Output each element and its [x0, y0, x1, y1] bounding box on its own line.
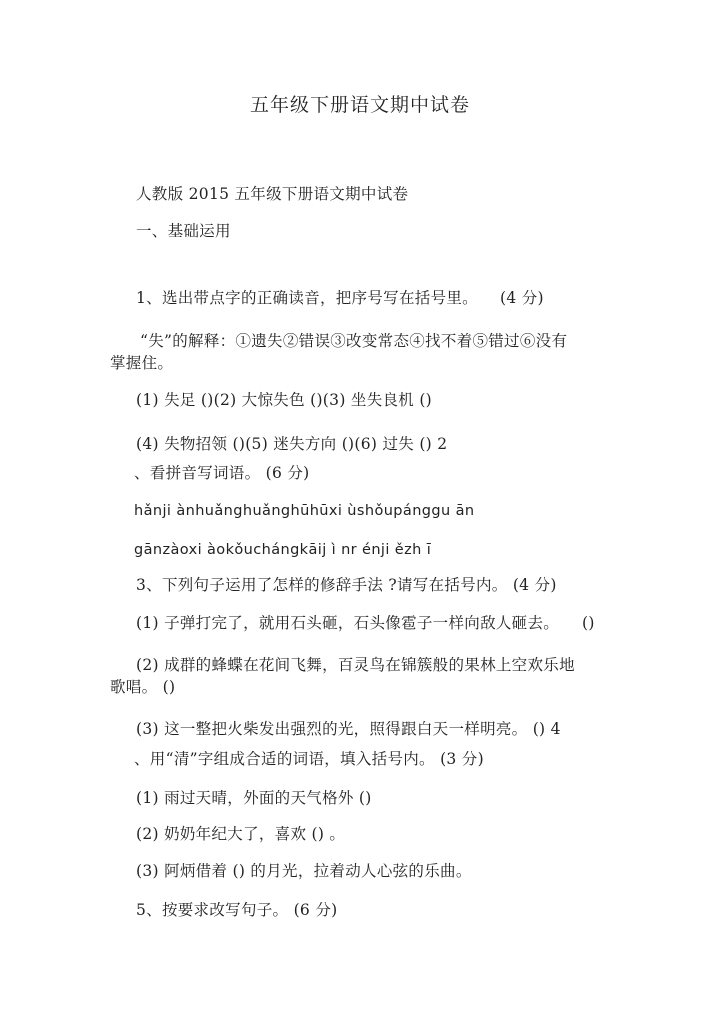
pinyin-line-2: gānzàoxi àokǒuchángkāij ì nr énji ězh ī [134, 542, 432, 558]
question-4-prompt: 、用“清”字组成合适的词语，填入括号内。 (3 分) [134, 750, 484, 768]
question-4-sentence-1: (1) 雨过天晴，外面的天气格外 () [136, 789, 372, 807]
question-1-items-a: (1) 失足 ()(2) 大惊失色 ()(3) 坐失良机 () [136, 391, 433, 409]
exam-subtitle: 人教版 2015 五年级下册语文期中试卷 [136, 185, 409, 203]
question-3-sentence-2-line-1: (2) 成群的蜂蝶在花间飞舞，百灵鸟在锦簇般的果林上空欢乐地 [136, 656, 575, 674]
question-3-sentence-1-blank: () [582, 614, 595, 632]
question-3-sentence-3: (3) 这一整把火柴发出强烈的光，照得跟白天一样明亮。 () 4 [136, 720, 561, 738]
question-3-prompt: 3、下列句子运用了怎样的修辞手法 ?请写在括号内。 (4 分) [136, 576, 557, 594]
question-1-items-b: (4) 失物招领 ()(5) 迷失方向 ()(6) 过失 () 2 [136, 435, 448, 453]
pinyin-line-1: hǎnji ànhuǎnghuǎnghūhūxi ùshǒupánggu ān [134, 503, 475, 519]
question-5-prompt: 5、按要求改写句子。 (6 分) [136, 901, 338, 919]
question-1-score: (4 分) [500, 289, 544, 307]
question-1-prompt: 1、选出带点字的正确读音，把序号写在括号里。 [136, 289, 478, 307]
question-3-sentence-1: (1) 子弹打完了，就用石头砸，石头像雹子一样向敌人砸去。 [136, 614, 560, 632]
section-heading: 一、基础运用 [136, 222, 231, 240]
question-3-sentence-2-line-2: 歌唱。 () [110, 678, 176, 696]
page-title: 五年级下册语文期中试卷 [249, 94, 470, 116]
question-4-sentence-3: (3) 阿炳借着 () 的月光，拉着动人心弦的乐曲。 [136, 862, 472, 880]
question-4-sentence-2: (2) 奶奶年纪大了，喜欢 () 。 [136, 825, 346, 843]
question-2-prompt: 、看拼音写词语。 (6 分) [134, 464, 310, 482]
definition-line-1: “失”的解释：①遗失②错误③改变常态④找不着⑤错过⑥没有 [140, 332, 568, 350]
definition-line-2: 掌握住。 [110, 354, 174, 372]
